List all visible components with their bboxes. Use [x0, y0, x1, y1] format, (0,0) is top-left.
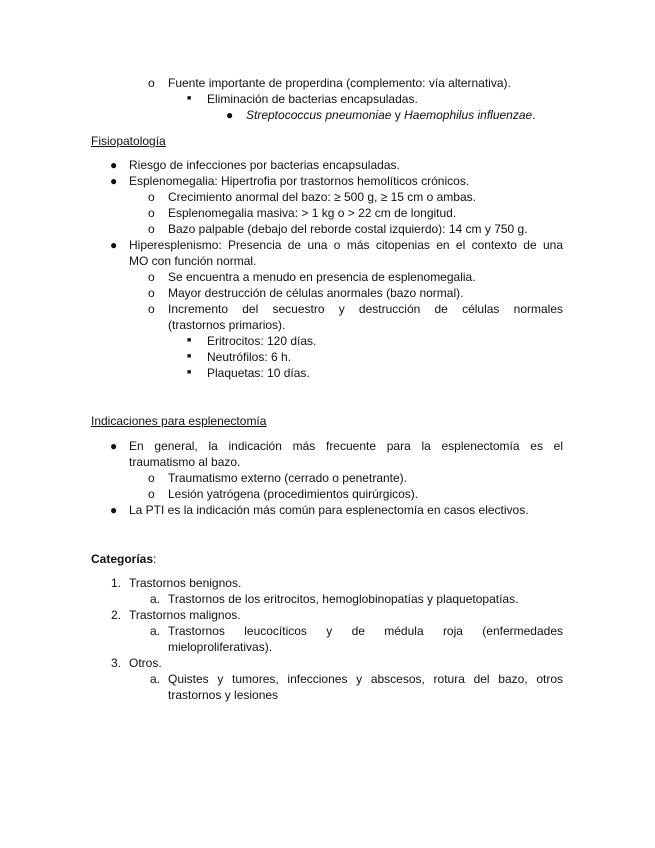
list-item-malignos: Trastornos malignos.: [129, 608, 241, 622]
circle-bullet-icon: o: [148, 206, 155, 220]
disc-bullet-icon: ●: [110, 503, 118, 517]
list-item-otros: Otros.: [129, 656, 162, 670]
list-letter: a.: [150, 624, 161, 638]
list-item-masiva: Esplenomegalia masiva: > 1 kg o > 22 cm de longitud.: [168, 206, 457, 220]
list-item-incremento-cont: (trastornos primarios).: [168, 318, 286, 332]
list-item-palpable: Bazo palpable (debajo del reborde costal izquierdo): 14 cm y 750 g.: [168, 222, 528, 236]
circle-bullet-icon: o: [148, 76, 155, 90]
list-item-eritrocitos: Eritrocitos: 120 días.: [207, 334, 317, 348]
disc-bullet-icon: ●: [110, 158, 118, 172]
heading-categorias: Categorías:: [91, 552, 157, 566]
intro-item-properdina: Fuente importante de properdina (complemento: vía alternativa).: [168, 76, 511, 90]
list-item-riesgo: Riesgo de infecciones por bacterias encapsuladas.: [129, 158, 400, 172]
disc-bullet-icon: ●: [226, 108, 234, 122]
list-item-plaquetas: Plaquetas: 10 días.: [207, 366, 310, 380]
circle-bullet-icon: o: [148, 286, 155, 300]
disc-bullet-icon: ●: [110, 174, 118, 188]
list-item-malignos-a: Trastornos leucocíticos y de médula roja (enfermedades: [168, 624, 563, 638]
list-item-neutrofilos: Neutrófilos: 6 h.: [207, 350, 292, 364]
list-item-presencia: Se encuentra a menudo en presencia de esplenomegalia.: [168, 270, 476, 284]
list-item-traumatismo: Traumatismo externo (cerrado o penetrante).: [168, 471, 407, 485]
circle-bullet-icon: o: [148, 487, 155, 501]
square-bullet-icon: ■: [187, 353, 192, 360]
list-item-hiperesplenismo-cont: MO con función normal.: [129, 254, 257, 268]
disc-bullet-icon: ●: [110, 439, 118, 453]
list-letter: a.: [150, 592, 161, 606]
list-item-lesion: Lesión yatrógena (procedimientos quirúrgicos).: [168, 487, 419, 501]
square-bullet-icon: ■: [187, 369, 192, 376]
list-item-destruccion: Mayor destrucción de células anormales (bazo normal).: [168, 286, 464, 300]
heading-indicaciones: Indicaciones para esplenectomía: [91, 414, 267, 428]
circle-bullet-icon: o: [148, 190, 155, 204]
circle-bullet-icon: o: [148, 270, 155, 284]
list-number: 2.: [111, 608, 122, 622]
square-bullet-icon: ■: [187, 337, 192, 344]
list-item-otros-a-cont: trastornos y lesiones: [168, 688, 279, 702]
list-number: 1.: [111, 576, 122, 590]
list-item-en-general-cont: traumatismo al bazo.: [129, 455, 241, 469]
list-item-esplenomegalia: Esplenomegalia: Hipertrofia por trastornos hemolíticos crónicos.: [129, 174, 470, 188]
list-item-incremento: Incremento del secuestro y destrucción de células normales: [168, 302, 563, 316]
list-item-hiperesplenismo: Hiperesplenismo: Presencia de una o más citopenias en el contexto de una: [129, 238, 563, 252]
list-item-benignos-a: Trastornos de los eritrocitos, hemoglobinopatías y plaquetopatías.: [168, 592, 519, 606]
heading-fisiopatologia: Fisiopatología: [91, 134, 166, 148]
intro-item-bacterias: Streptococcus pneumoniae y Haemophilus influenzae.: [246, 108, 536, 122]
list-item-benignos: Trastornos benignos.: [129, 576, 242, 590]
list-item-malignos-a-cont: mieloproliferativas).: [168, 640, 273, 654]
list-number: 3.: [111, 656, 122, 670]
circle-bullet-icon: o: [148, 471, 155, 485]
list-item-crecimiento: Crecimiento anormal del bazo: ≥ 500 g, ≥ 15 cm o ambas.: [168, 190, 476, 204]
list-item-en-general: En general, la indicación más frecuente para la esplenectomía es el: [129, 439, 563, 453]
circle-bullet-icon: o: [148, 222, 155, 236]
list-item-pti: La PTI es la indicación más común para esplenectomía en casos electivos.: [129, 503, 529, 517]
disc-bullet-icon: ●: [110, 238, 118, 252]
list-item-otros-a: Quistes y tumores, infecciones y abscesos, rotura del bazo, otros: [168, 672, 563, 686]
square-bullet-icon: ■: [187, 95, 192, 102]
circle-bullet-icon: o: [148, 302, 155, 316]
intro-item-eliminacion: Eliminación de bacterias encapsuladas.: [207, 92, 418, 106]
list-letter: a.: [150, 672, 161, 686]
